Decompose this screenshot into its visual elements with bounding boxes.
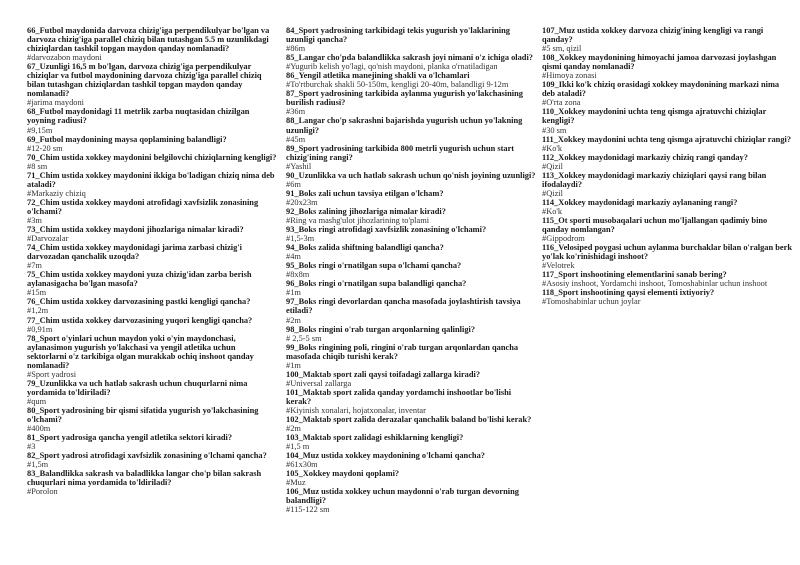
question-text: 92_Boks zalining jihozlariga nimalar kiradi? xyxy=(286,206,446,216)
answer-text: #2m xyxy=(286,424,301,434)
qa-item xyxy=(27,379,277,406)
answer-text: #Darvozalar xyxy=(27,234,69,244)
answer-text: #Velotrek xyxy=(542,261,575,271)
question-text: 70_Chim ustida xokkey maydonini belgilovchi chiziqlarning kengligi? xyxy=(27,152,277,162)
question-text: 105_Xokkey maydoni qoplami? xyxy=(286,469,400,479)
question-text: 76_Chim ustida xokkey darvozasining pastki kengligi qancha? xyxy=(27,297,251,307)
qa-item xyxy=(286,243,536,261)
answer-text: #jarima maydoni xyxy=(27,98,84,108)
answer-text: #Gippodrom xyxy=(542,234,585,244)
question-text: 75_Chim ustida xokkey maydoni yuza chizig'idan zarba berish aylanasigacha bo'lgan masofa? xyxy=(27,270,252,289)
qa-item xyxy=(27,316,277,334)
answer-text: #4m xyxy=(286,252,301,262)
question-text: 90_Uzunlikka va uch hatlab sakrash uchun qo'nish joyining uzunligi? xyxy=(286,170,536,180)
qa-item xyxy=(286,89,536,116)
question-text: 110_Xokkey maydonini uchta teng qismga ajratuvchi chiziqlar kengligi? xyxy=(542,107,767,126)
answer-text: #86m xyxy=(286,44,306,54)
qa-item xyxy=(542,107,792,134)
answer-text: #qum xyxy=(27,396,47,406)
question-text: 73_Chim ustida xokkey maydoni jihozlariga nimalar kiradi? xyxy=(27,225,244,235)
qa-item xyxy=(286,279,536,297)
question-text: 98_Boks ringini o'rab turgan arqonlarning qalinligi? xyxy=(286,324,476,334)
answer-text: #Markaziy chiziq xyxy=(27,188,86,198)
question-text: 77_Chim ustida xokkey darvozasining yuqori kengligi qancha? xyxy=(27,315,253,325)
answer-text: #7m xyxy=(27,261,42,271)
qa-item xyxy=(286,144,536,171)
answer-text: #115-122 sm xyxy=(286,505,330,515)
qa-item xyxy=(542,216,792,243)
answer-text: #Himoya zonasi xyxy=(542,71,597,81)
qa-item xyxy=(286,189,536,207)
answer-text: #3 xyxy=(27,442,36,452)
question-text: 99_Boks ringining poli, ringini o'rab turgan arqonlardan qancha masofada chiqib turishi kerak? xyxy=(286,342,519,361)
qa-item xyxy=(27,107,277,134)
question-text: 118_Sport inshootining qaysi elementi ixtiyoriy? xyxy=(542,288,715,298)
question-text: 111_Xokkey maydonini uchta teng qismga ajratuvchi chiziqlar rangi? xyxy=(542,134,792,144)
qa-item xyxy=(286,487,536,514)
answer-text: #Qizil xyxy=(542,188,563,198)
question-text: 100_Maktab sport zali qaysi toifadagi zallarga kiradi? xyxy=(286,369,481,379)
question-text: 79_Uzunlikka va uch hatlab sakrash uchun chuqurlarni nima yordamida to'ldiriladi? xyxy=(27,378,248,397)
answer-text: #45m xyxy=(286,134,306,144)
qa-item xyxy=(542,288,792,306)
question-text: 69_Futbol maydonining maysa qoplamining balandligi? xyxy=(27,134,227,144)
question-text: 67_Uzunligi 16,5 m bo'lgan, darvoza chizig'iga perpendikulyar chiziqlar va futbol maydonining darvoza chizig'iga parallel chiziq bilan tutashgan chiziqlardan tashkil topgan maydon qanday nomlanadi? xyxy=(27,62,262,99)
column-2 xyxy=(286,26,536,515)
answer-text: #400m xyxy=(27,424,51,434)
answer-text: #Ko'k xyxy=(542,206,563,216)
question-text: 85_Langar cho'pda balandlikka sakrash joyi nimani o'z ichiga oladi? xyxy=(286,53,533,63)
question-text: 78_Sport o'yinlari uchun maydon yoki o'yin maydonchasi, aylanasimon yugurish yo'lakchasi va yengil atletika uchun sektorlarni o'z tarkibiga olgan murakkab ochiq inshoot qanday nomlanadi? xyxy=(27,333,254,370)
qa-item xyxy=(27,297,277,315)
question-text: 68_Futbol maydonidagi 11 metrlik zarba nuqtasidan chizilgan yoyning radiusi? xyxy=(27,107,250,126)
answer-text: #20x23m xyxy=(286,197,318,207)
qa-item xyxy=(27,62,277,107)
qa-item xyxy=(27,171,277,198)
question-text: 82_Sport yadrosi atrofidagi xavfsizlik zonasining o'lchami qancha? xyxy=(27,451,267,461)
qa-item xyxy=(27,469,277,496)
answer-text: #36m xyxy=(286,107,306,117)
qa-item xyxy=(27,198,277,225)
answer-text: #6m xyxy=(286,179,301,189)
qa-item xyxy=(27,26,277,62)
answer-text: #Porolon xyxy=(27,487,58,497)
question-text: 80_Sport yadrosining bir qismi sifatida yugurish yo'lakchasining o'lchami? xyxy=(27,405,259,425)
answer-text: # 2,5-5 sm xyxy=(286,333,322,343)
qa-item xyxy=(286,469,536,487)
answer-text: #1,5 m xyxy=(286,442,310,452)
question-text: 114_Xokkey maydonidagi markaziy aylananing rangi? xyxy=(542,197,738,207)
qa-item xyxy=(27,153,277,171)
qa-item xyxy=(27,433,277,451)
answer-text: #Muz xyxy=(286,478,306,488)
qa-item xyxy=(286,207,536,225)
qa-item xyxy=(542,243,792,270)
question-text: 72_Chim ustida xokkey maydoni atrofidagi xavfsizlik zonasining o'lchami? xyxy=(27,197,259,216)
qa-item xyxy=(286,370,536,388)
answer-text: #61x30m xyxy=(286,460,318,470)
qa-item xyxy=(27,135,277,153)
qa-item xyxy=(286,297,536,324)
answer-text: #To'rtburchak shakli 50-150m, kengligi 20-40m, balandligi 9-12m xyxy=(286,80,509,90)
answer-text: #Universal zallarga xyxy=(286,378,352,388)
answer-text: #8 sm xyxy=(27,161,48,171)
question-text: 87_Sport yadrosining tarkibida aylanma yugurish yo'lakchasining burilish radiusi? xyxy=(286,89,523,108)
question-text: 112_Xokkey maydonidagi markaziy chiziq rangi qanday? xyxy=(542,152,748,162)
question-text: 102_Maktab sport zalida derazalar qanchalik baland bo'lishi kerak? xyxy=(286,415,532,425)
question-text: 116_Velosiped poygasi uchun aylanma burchaklar bilan o'ralgan berk yo'lak ko'rinishidagi inshoot? xyxy=(542,243,792,262)
answer-text: #Ring va mashg'ulot jihozlarining to'plami xyxy=(286,215,430,225)
qa-item xyxy=(286,451,536,469)
qa-item xyxy=(286,116,536,143)
qa-item xyxy=(27,225,277,243)
qa-item xyxy=(286,261,536,279)
question-text: 117_Sport inshootining elementlarini sanab bering? xyxy=(542,270,727,280)
question-text: 97_Boks ringi devorlardan qancha masofada joylashtirish tavsiya etiladi? xyxy=(286,297,521,316)
answer-text: #0,91m xyxy=(27,324,53,334)
question-text: 94_Boks zalida shiftning balandligi qancha? xyxy=(286,243,444,253)
question-text: 83_Balandlikka sakrash va baladlikka langar cho'p bilan sakrash chuqurlari nima yordamida to'ldiriladi? xyxy=(27,469,262,488)
question-text: 89_Sport yadrosining tarkibida 800 metrli yugurish uchun start chizig'ining rangi? xyxy=(286,143,515,162)
qa-item xyxy=(542,53,792,80)
question-text: 103_Maktab sport zalidagi eshiklarning kengligi? xyxy=(286,433,464,443)
question-text: 107_Muz ustida xokkey darvoza chizig'ining kengligi va rangi qanday? xyxy=(542,26,764,45)
answer-text: #Sport yadrosi xyxy=(27,369,77,379)
answer-text: #1,5m xyxy=(27,460,49,470)
question-text: 71_Chim ustida xokkey maydonini ikkiga bo'ladigan chiziq nima deb ataladi? xyxy=(27,170,275,189)
qa-item xyxy=(286,26,536,53)
question-text: 113_Xokkey maydonidagi markaziy chiziqlari qaysi rang bilan ifodalaydi? xyxy=(542,170,767,189)
answer-text: #Qizil xyxy=(542,161,563,171)
question-text: 86_Yengil atletika manejining shakli va o'lchamlari xyxy=(286,71,470,81)
column-3 xyxy=(542,26,792,306)
qa-item xyxy=(542,80,792,107)
answer-text: #Asosiy inshoot, Yordamchi inshoot, Tomoshabinlar uchun inshoot xyxy=(542,279,768,289)
answer-text: #1,2m xyxy=(27,306,49,316)
answer-text: #5 sm, qizil xyxy=(542,44,582,54)
qa-item xyxy=(286,415,536,433)
answer-text: #30 sm xyxy=(542,125,567,135)
answer-text: #O'rta zona xyxy=(542,98,581,108)
qa-item xyxy=(542,198,792,216)
qa-item xyxy=(542,153,792,171)
qa-item xyxy=(542,26,792,53)
question-text: 96_Boks ringi o'rnatilgan supa balandligi qancha? xyxy=(286,279,467,289)
qa-item xyxy=(286,325,536,343)
answer-text: #Yugurib kelish yo'lagi, qo'nish maydoni, planka o'rnatiladigan xyxy=(286,62,498,72)
question-text: 93_Boks ringi atrofidagi xavfsizlik zonasining o'lchami? xyxy=(286,225,487,235)
qa-item xyxy=(286,71,536,89)
question-text: 106_Muz ustida xokkey uchun maydonni o'rab turgan devorning balandligi? xyxy=(286,487,519,506)
answer-text: #15m xyxy=(27,288,47,298)
qa-item xyxy=(27,243,277,270)
qa-item xyxy=(542,270,792,288)
question-text: 108_Xokkey maydonining himoyachi jamoa darvozasi joylashgan qismi qanday nomlanadi? xyxy=(542,53,777,72)
qa-item xyxy=(27,406,277,433)
qa-item xyxy=(286,225,536,243)
answer-text: #Kiyinish xonalari, hojatxonalar, inventar xyxy=(286,405,426,415)
qa-item xyxy=(27,334,277,379)
answer-text: #1m xyxy=(286,360,301,370)
qa-item xyxy=(286,343,536,370)
question-text: 115_Ot sporti musobaqalari uchun mo'ljallangan qadimiy bino qanday nomlangan? xyxy=(542,215,768,235)
answer-text: #darvozabon maydoni xyxy=(27,53,102,63)
question-text: 88_Langar cho'p sakrashni bajarishda yugurish uchun yo'lakning uzunligi? xyxy=(286,116,523,135)
answer-text: #Yashil xyxy=(286,161,312,171)
question-text: 104_Muz ustida xokkey maydonining o'lchami qancha? xyxy=(286,451,485,461)
answer-text: #1,5-3m xyxy=(286,234,315,244)
answer-text: #1m xyxy=(286,288,301,298)
qa-item xyxy=(286,53,536,71)
answer-text: #Ko'k xyxy=(542,143,563,153)
qa-item xyxy=(542,171,792,198)
answer-text: #2m xyxy=(286,315,301,325)
answer-text: #8x8m xyxy=(286,270,310,280)
question-text: 66_Futbol maydonida darvoza chizig'iga perpendikulyar bo'lgan va darvoza chizig'iga parallel chiziq bilan tutashgan 5.5 m uzunlikdagi chiziqlardan tashkil topgan maydon qanday nomlanadi? xyxy=(27,26,270,54)
qa-item xyxy=(542,135,792,153)
qa-item xyxy=(286,171,536,189)
answer-text: #12-20 sm xyxy=(27,143,63,153)
question-text: 81_Sport yadrosiga qancha yengil atletika sektori kiradi? xyxy=(27,433,233,443)
question-text: 95_Boks ringi o'rnatilgan supa o'lchami qancha? xyxy=(286,261,462,271)
question-text: 101_Maktab sport zalida qanday yordamchi inshootlar bo'lishi kerak? xyxy=(286,387,512,406)
question-text: 91_Boks zali uchun tavsiya etilgan o'lcham? xyxy=(286,188,444,198)
qa-item xyxy=(286,388,536,415)
answer-text: #Tomoshabinlar uchun joylar xyxy=(542,297,641,307)
answer-text: #3m xyxy=(27,215,42,225)
question-text: 74_Chim ustida xokkey maydonidagi jarima zarbasi chizig'i darvozadan qanchalik uzoqda? xyxy=(27,243,242,262)
question-text: 109_Ikki ko'k chiziq orasidagi xokkey maydonining markazi nima deb ataladi? xyxy=(542,80,780,99)
qa-item xyxy=(286,433,536,451)
answer-text: #9,15m xyxy=(27,125,53,135)
qa-item xyxy=(27,270,277,297)
column-1 xyxy=(27,26,277,496)
qa-item xyxy=(27,451,277,469)
question-text: 84_Sport yadrosining tarkibidagi tekis yugurish yo'laklarining uzunligi qancha? xyxy=(286,26,510,45)
